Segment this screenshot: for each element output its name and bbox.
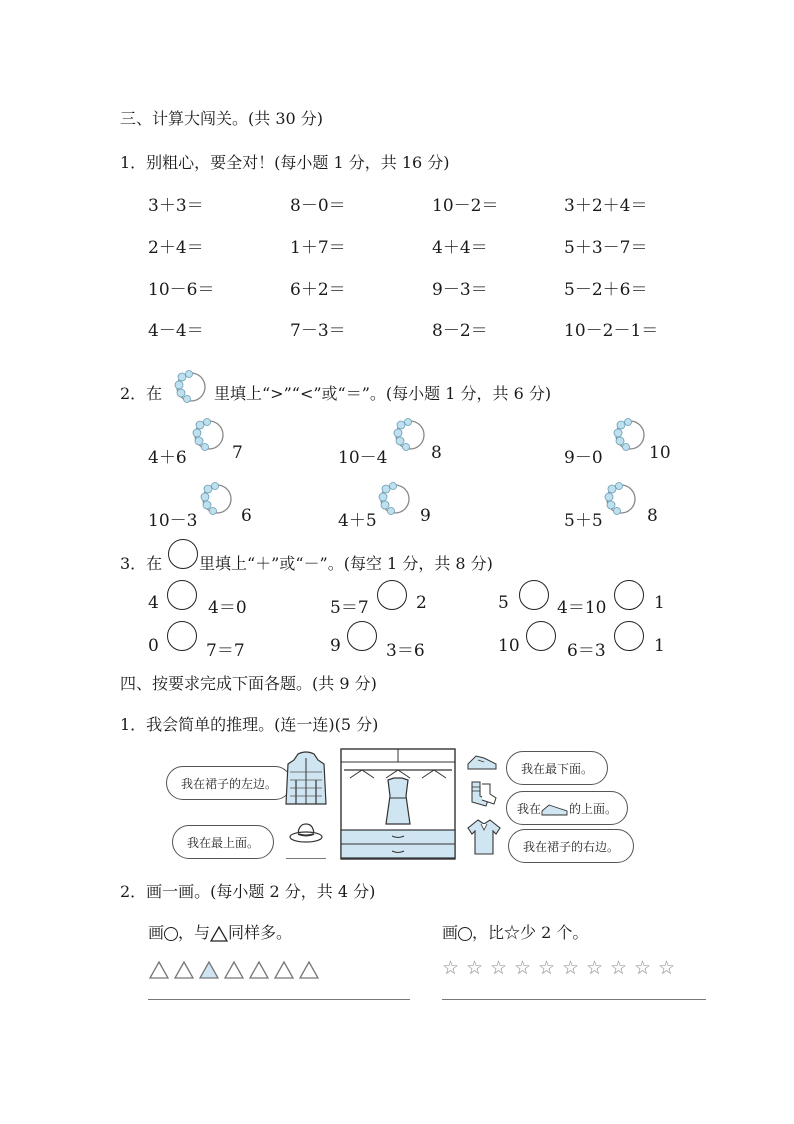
triangle-icon	[173, 960, 195, 980]
flower-wreath-icon[interactable]	[604, 482, 638, 516]
flower-wreath-icon[interactable]	[192, 418, 226, 452]
q1-item: 10－6＝	[148, 280, 215, 300]
q1-item: 2＋4＝	[148, 238, 204, 258]
q3-expression: 3＝6	[386, 641, 425, 661]
shoes-icon[interactable]	[466, 752, 500, 772]
flower-wreath-icon[interactable]	[613, 418, 647, 452]
star-icon: ☆	[586, 957, 604, 979]
triangle-icon	[248, 960, 270, 980]
star-icon: ☆	[504, 923, 521, 942]
q3-number: 5	[498, 593, 509, 613]
q1-item: 7－3＝	[290, 321, 346, 341]
q3-expression: 5＝7	[330, 598, 369, 618]
q1-item: 5－2＋6＝	[564, 280, 648, 300]
answer-circle[interactable]	[167, 580, 197, 610]
star-icon: ☆	[490, 957, 508, 979]
answer-circle[interactable]	[519, 580, 549, 610]
q2-right: 7	[232, 443, 243, 463]
q1-title: 1．别粗心，要全对！(每小题 1 分，共 16 分)	[120, 153, 450, 172]
q1-item: 5＋3－7＝	[564, 238, 648, 258]
bubble-text: 我在	[517, 802, 542, 816]
q1-item: 4＋4＝	[432, 238, 488, 258]
shoes-icon	[541, 803, 569, 817]
q2-left: 5＋5	[564, 511, 603, 531]
q1-item: 10－2＝	[432, 196, 499, 216]
triangle-icon	[148, 960, 170, 980]
floor-line	[286, 858, 326, 859]
q2-right: 10	[649, 443, 671, 463]
answer-circle[interactable]	[526, 621, 556, 651]
q1-item: 6＋2＝	[290, 280, 346, 300]
instruction-text: 同样多。	[228, 923, 293, 942]
triangle-icon	[223, 960, 245, 980]
q1-item: 3＋3＝	[148, 196, 204, 216]
wardrobe-icon	[340, 748, 456, 860]
flower-wreath-icon[interactable]	[378, 482, 412, 516]
section4-title: 四、按要求完成下面各题。(共 9 分)	[120, 674, 377, 693]
q2-prefix: 2．在	[120, 384, 163, 403]
star-icon: ☆	[442, 957, 460, 979]
q3-expression: 6＝3	[567, 641, 606, 661]
q3-expression: 7＝7	[206, 641, 245, 661]
q1-item: 8－0＝	[290, 196, 346, 216]
answer-circle[interactable]	[347, 621, 377, 651]
q2-right: 9	[420, 506, 431, 526]
q3-number: 1	[654, 636, 665, 656]
q1-item: 3＋2＋4＝	[564, 196, 648, 216]
q3-number: 4	[148, 593, 159, 613]
flower-wreath-icon	[174, 370, 208, 404]
circle-icon	[164, 927, 178, 941]
q3-number: 9	[330, 636, 341, 656]
q1-item: 8－2＝	[432, 321, 488, 341]
s4-q2-title: 2．画一画。(每小题 2 分，共 4 分)	[120, 882, 376, 901]
q2-left: 10－4	[338, 448, 388, 468]
draw-right-instruction	[442, 920, 588, 943]
instruction-text: ，与	[178, 923, 211, 942]
answer-circle[interactable]	[377, 580, 407, 610]
circle-icon	[458, 927, 472, 941]
q3-instruction: 里填上“＋”或“－”。(每空 1 分，共 8 分)	[199, 554, 493, 573]
speech-bubble: 我在裙子的左边。	[166, 766, 292, 800]
q3-number: 0	[148, 636, 159, 656]
q2-right: 8	[647, 506, 658, 526]
speech-bubble	[506, 791, 628, 825]
instruction-text: ，比	[472, 923, 505, 942]
answer-circle[interactable]	[614, 580, 644, 610]
q3-expression: 4＝10	[557, 598, 607, 618]
instruction-text: 少 2 个。	[520, 923, 589, 942]
speech-bubble: 我在裙子的右边。	[508, 829, 634, 863]
q2-left: 10－3	[148, 511, 198, 531]
star-icon: ☆	[610, 957, 628, 979]
draw-left-instruction	[148, 920, 292, 943]
q2-right: 8	[431, 443, 442, 463]
triangle-icon	[298, 960, 320, 980]
instruction-text: 画	[148, 923, 165, 942]
answer-circle[interactable]	[167, 621, 197, 651]
q1-item: 4－4＝	[148, 321, 204, 341]
triangle-icon	[210, 926, 228, 942]
jacket-icon[interactable]	[284, 750, 328, 808]
hat-icon[interactable]	[288, 822, 324, 848]
answer-line[interactable]	[442, 999, 706, 1000]
shirt-icon[interactable]	[466, 818, 502, 856]
star-icon: ☆	[634, 957, 652, 979]
star-icon: ☆	[562, 957, 580, 979]
star-icon: ☆	[514, 957, 532, 979]
q1-item: 1＋7＝	[290, 238, 346, 258]
q3-number: 1	[654, 593, 665, 613]
q2-right: 6	[241, 506, 252, 526]
bubble-text: 的上面。	[569, 802, 618, 816]
section3-title: 三、计算大闯关。(共 30 分)	[120, 109, 324, 128]
q3-number: 10	[498, 636, 520, 656]
speech-bubble: 我在最上面。	[172, 825, 274, 859]
q1-item: 10－2－1＝	[564, 321, 659, 341]
q3-number: 2	[416, 593, 427, 613]
q2-left: 4＋5	[338, 511, 377, 531]
star-icon: ☆	[466, 957, 484, 979]
star-icon: ☆	[658, 957, 676, 979]
flower-wreath-icon[interactable]	[393, 418, 427, 452]
answer-circle[interactable]	[614, 621, 644, 651]
instruction-text: 画	[442, 923, 459, 942]
star-icon: ☆	[538, 957, 556, 979]
socks-icon[interactable]	[468, 780, 498, 808]
triangle-icon	[273, 960, 295, 980]
q1-item: 9－3＝	[432, 280, 488, 300]
q3-prefix: 3．在	[120, 554, 163, 573]
speech-bubble: 我在最下面。	[506, 751, 608, 785]
triangle-icon	[198, 960, 220, 980]
q2-instruction: 里填上“>”“<”或“＝”。(每小题 1 分，共 6 分)	[214, 384, 552, 403]
q3-expression: 4＝0	[208, 598, 247, 618]
s4-q1-title: 1．我会简单的推理。(连一连)(5 分)	[120, 715, 379, 734]
flower-wreath-icon[interactable]	[200, 482, 234, 516]
circle-blank-icon	[168, 539, 198, 569]
q2-left: 9－0	[564, 448, 603, 468]
answer-line[interactable]	[148, 999, 410, 1000]
q2-left: 4＋6	[148, 448, 187, 468]
